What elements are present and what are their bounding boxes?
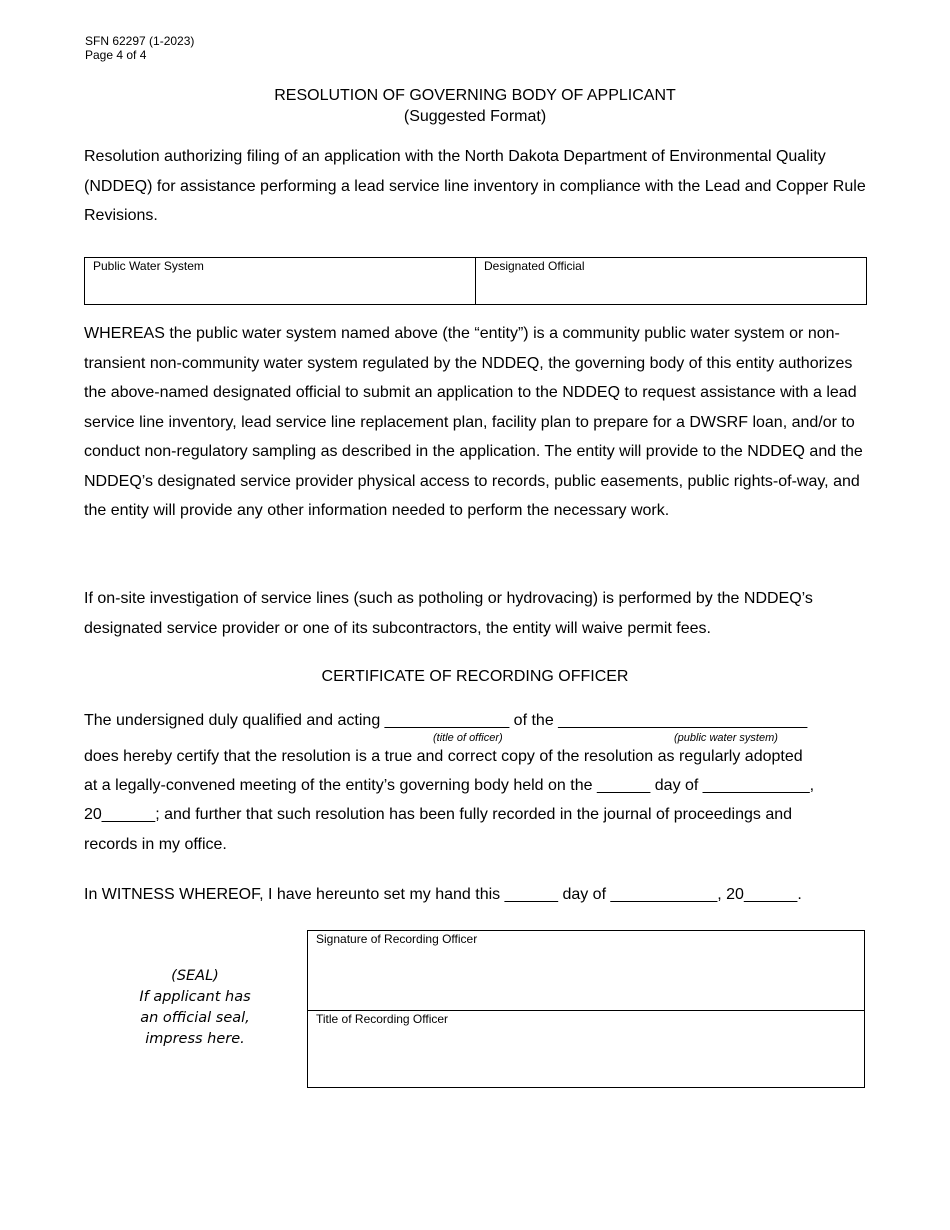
designated-official-label: Designated Official [484, 259, 585, 273]
page-number: Page 4 of 4 [85, 48, 147, 62]
page-title [0, 85, 950, 127]
seal-label: (SEAL) [171, 968, 219, 984]
certificate-line-5: records in my office. [84, 836, 227, 853]
seal-note-2: an official seal, [140, 1010, 250, 1026]
whereas-paragraph: WHEREAS the public water system named above (the “entity”) is a community public water system or non-transient non-community water system regulated by the NDDEQ, the governing body of this entity authorizes the above-named designated official to submit an application to the NDDEQ to request assistance with a lead service line inventory, lead service line replacement plan, facility plan to prepare for a DWSRF loan, and/or to conduct non-regulatory sampling as described in the application. The entity will provide to the NDDEQ and the NDDEQ’s designated service provider physical access to records, public easements, public rights-of-way, and the entity will provide any other information needed to perform the necessary work. [84, 325, 863, 519]
onsite-paragraph: If on-site investigation of service lines (such as potholing or hydrovacing) is performed by the NDDEQ’s designated service provider or one of its subcontractors, the entity will waive permit fees. [84, 590, 813, 637]
title-main: RESOLUTION OF GOVERNING BODY OF APPLICANT [274, 87, 676, 104]
seal-area [120, 966, 270, 1050]
title-of-officer-caption: (title of officer) [433, 732, 503, 744]
seal-note-1: If applicant has [139, 989, 251, 1005]
certificate-line-4: 20______; and further that such resolution has been fully recorded in the journal of proceedings and [84, 806, 793, 823]
certificate-heading: CERTIFICATE OF RECORDING OFFICER [321, 668, 629, 685]
witness-line: In WITNESS WHEREOF, I have hereunto set my hand this ______ day of ____________, 20______. [84, 886, 802, 903]
designated-official-field[interactable] [475, 258, 866, 304]
applicant-fields-table [84, 257, 867, 305]
intro-paragraph: Resolution authorizing filing of an application with the North Dakota Department of Environmental Quality (NDDEQ) for assistance performing a lead service line inventory in compliance with the Lead and Copper Rule Revisions. [84, 148, 866, 224]
form-header [85, 34, 194, 62]
signature-table [307, 930, 865, 1088]
public-water-system-field[interactable] [85, 258, 475, 304]
signature-label: Signature of Recording Officer [316, 932, 478, 946]
signature-field[interactable] [308, 931, 864, 1010]
title-field[interactable] [308, 1010, 864, 1089]
certificate-line-1: The undersigned duly qualified and acting ______________ of the ____________________________ [84, 712, 808, 729]
title-label: Title of Recording Officer [316, 1012, 449, 1026]
public-water-system-label: Public Water System [93, 259, 204, 273]
certificate-line-2: does hereby certify that the resolution is a true and correct copy of the resolution as regularly adopted [84, 748, 803, 765]
title-sub: (Suggested Format) [403, 108, 547, 125]
form-number: SFN 62297 (1-2023) [85, 34, 195, 48]
public-water-system-caption: (public water system) [674, 732, 778, 744]
seal-note-3: impress here. [145, 1031, 245, 1047]
certificate-line-3: at a legally-convened meeting of the entity’s governing body held on the ______ day of ____________, [84, 777, 815, 794]
